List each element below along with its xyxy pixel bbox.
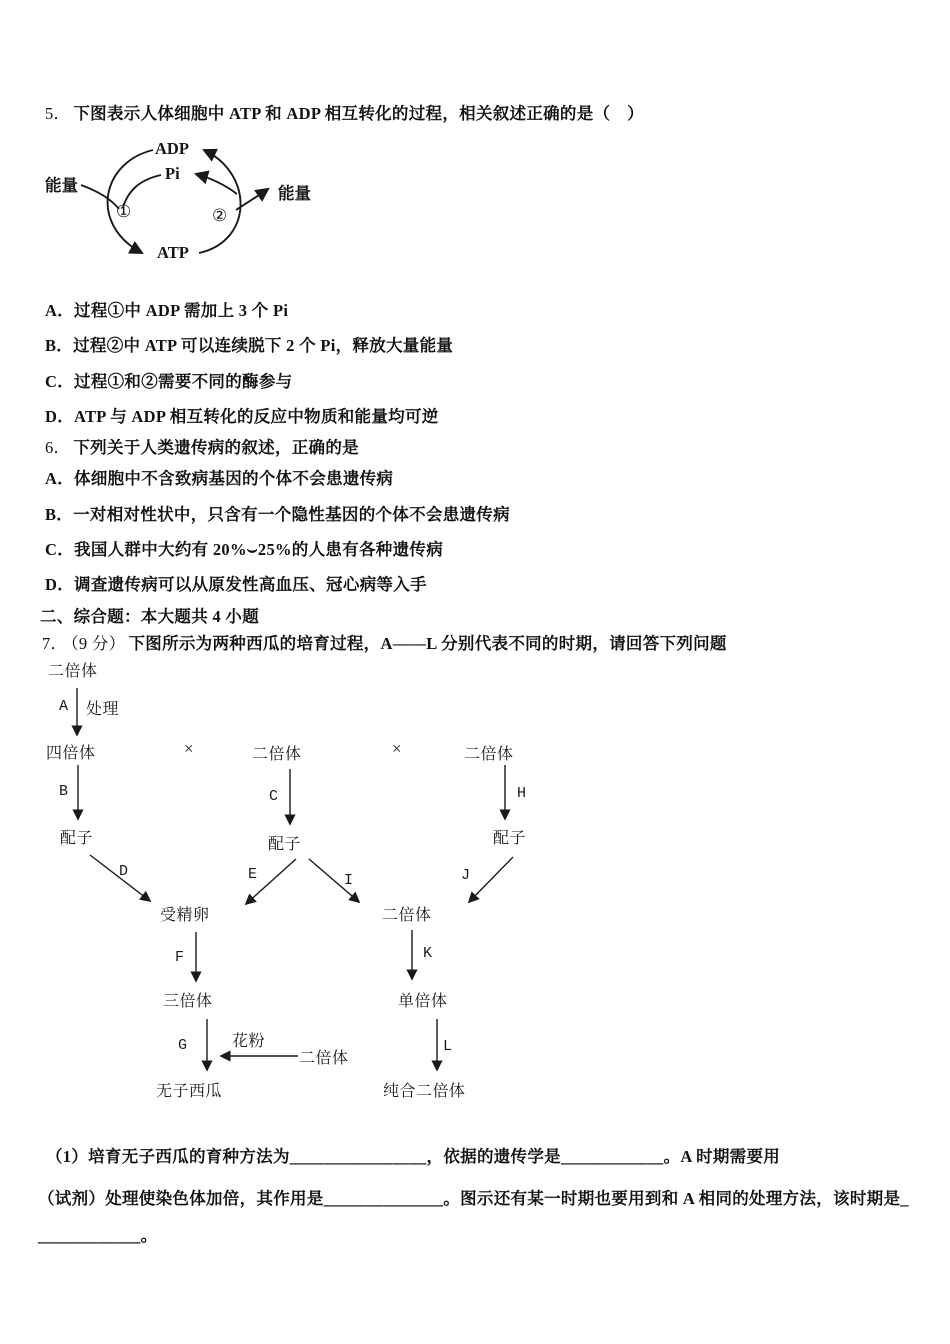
node-diploid-f1: 二倍体	[382, 907, 432, 924]
letter-g: G	[178, 1037, 188, 1054]
node-triploid: 三倍体	[163, 993, 213, 1010]
question-7	[42, 630, 727, 654]
label-pi: Pi	[165, 164, 180, 183]
question-7-blank-line-2: （试剂）处理使染色体加倍，其作用是______________。图示还有某一时期也要用到和 A 相同的处理方法，该时期是_	[38, 1189, 909, 1208]
letter-h: H	[517, 785, 527, 802]
question-6	[45, 434, 359, 458]
node-haploid: 单倍体	[398, 993, 448, 1010]
letter-i: I	[344, 872, 354, 889]
label-process-1: ①	[116, 202, 132, 221]
question-7-blank-line-3: ____________。	[38, 1226, 158, 1245]
question-7-blank-line-1: （1）培育无子西瓜的育种方法为________________，依据的遗传学是____________。A 时期需要用	[46, 1147, 781, 1166]
label-energy-left: 能量	[45, 176, 78, 195]
letter-d: D	[119, 863, 129, 880]
node-gamete-left: 配子	[60, 830, 94, 847]
node-zygote: 受精卵	[160, 907, 210, 924]
label-pollen: 花粉	[232, 1033, 266, 1050]
letter-f: F	[175, 949, 185, 966]
node-gamete-right: 配子	[493, 830, 527, 847]
section-2-title: 二、综合题：本大题共 4 小题	[40, 607, 259, 626]
letter-k: K	[423, 945, 433, 962]
letter-c: C	[269, 788, 279, 805]
letter-l: L	[443, 1038, 453, 1055]
question-5	[45, 100, 644, 124]
label-process-2: ②	[212, 206, 228, 225]
question-7-stem: 下图所示为两种西瓜的培育过程，A——L 分别代表不同的时期，请回答下列问题	[128, 634, 727, 653]
letter-a: A	[59, 698, 69, 715]
node-diploid-right: 二倍体	[464, 746, 514, 763]
watermelon-breeding-diagram	[0, 655, 660, 1115]
node-diploid-mid: 二倍体	[252, 746, 302, 763]
node-tetraploid: 四倍体	[46, 745, 96, 762]
question-5-option-b: B．过程②中 ATP 可以连续脱下 2 个 Pi，释放大量能量	[45, 336, 454, 355]
question-6-option-a: A．体细胞中不含致病基因的个体不会患遗传病	[45, 469, 394, 488]
label-treat: 处理	[86, 701, 120, 718]
question-5-option-d: D．ATP 与 ADP 相互转化的反应中物质和能量均可逆	[45, 407, 439, 426]
node-diploid-pollen-source: 二倍体	[299, 1050, 349, 1067]
node-seedless-watermelon: 无子西瓜	[156, 1083, 223, 1100]
question-7-number: 7．	[42, 634, 68, 653]
cross-symbol-2: ×	[392, 739, 403, 758]
node-homozygous-diploid: 纯合二倍体	[383, 1083, 466, 1100]
question-5-stem: 下图表示人体细胞中 ATP 和 ADP 相互转化的过程，相关叙述正确的是（ ）	[73, 104, 644, 123]
node-gamete-mid: 配子	[268, 836, 302, 853]
question-6-number: 6．	[45, 438, 71, 457]
letter-b: B	[59, 783, 69, 800]
label-atp: ATP	[157, 243, 189, 262]
question-6-stem: 下列关于人类遗传病的叙述，正确的是	[73, 438, 359, 457]
node-diploid-top: 二倍体	[48, 663, 98, 680]
question-6-option-c: C．我国人群中大约有 20%⌣25%的人患有各种遗传病	[45, 540, 443, 559]
label-energy-right: 能量	[278, 184, 311, 203]
label-adp: ADP	[155, 139, 189, 158]
cross-symbol-1: ×	[184, 739, 195, 758]
atp-adp-cycle-diagram	[40, 136, 310, 286]
letter-e: E	[248, 866, 258, 883]
letter-j: J	[461, 867, 471, 884]
question-5-option-a: A．过程①中 ADP 需加上 3 个 Pi	[45, 301, 289, 320]
question-5-number: 5．	[45, 104, 71, 123]
question-7-score: （9 分）	[70, 634, 126, 653]
question-6-option-d: D．调查遗传病可以从原发性高血压、冠心病等入手	[45, 575, 427, 594]
question-5-option-c: C．过程①和②需要不同的酶参与	[45, 372, 293, 391]
question-6-option-b: B．一对相对性状中，只含有一个隐性基因的个体不会患遗传病	[45, 505, 510, 524]
